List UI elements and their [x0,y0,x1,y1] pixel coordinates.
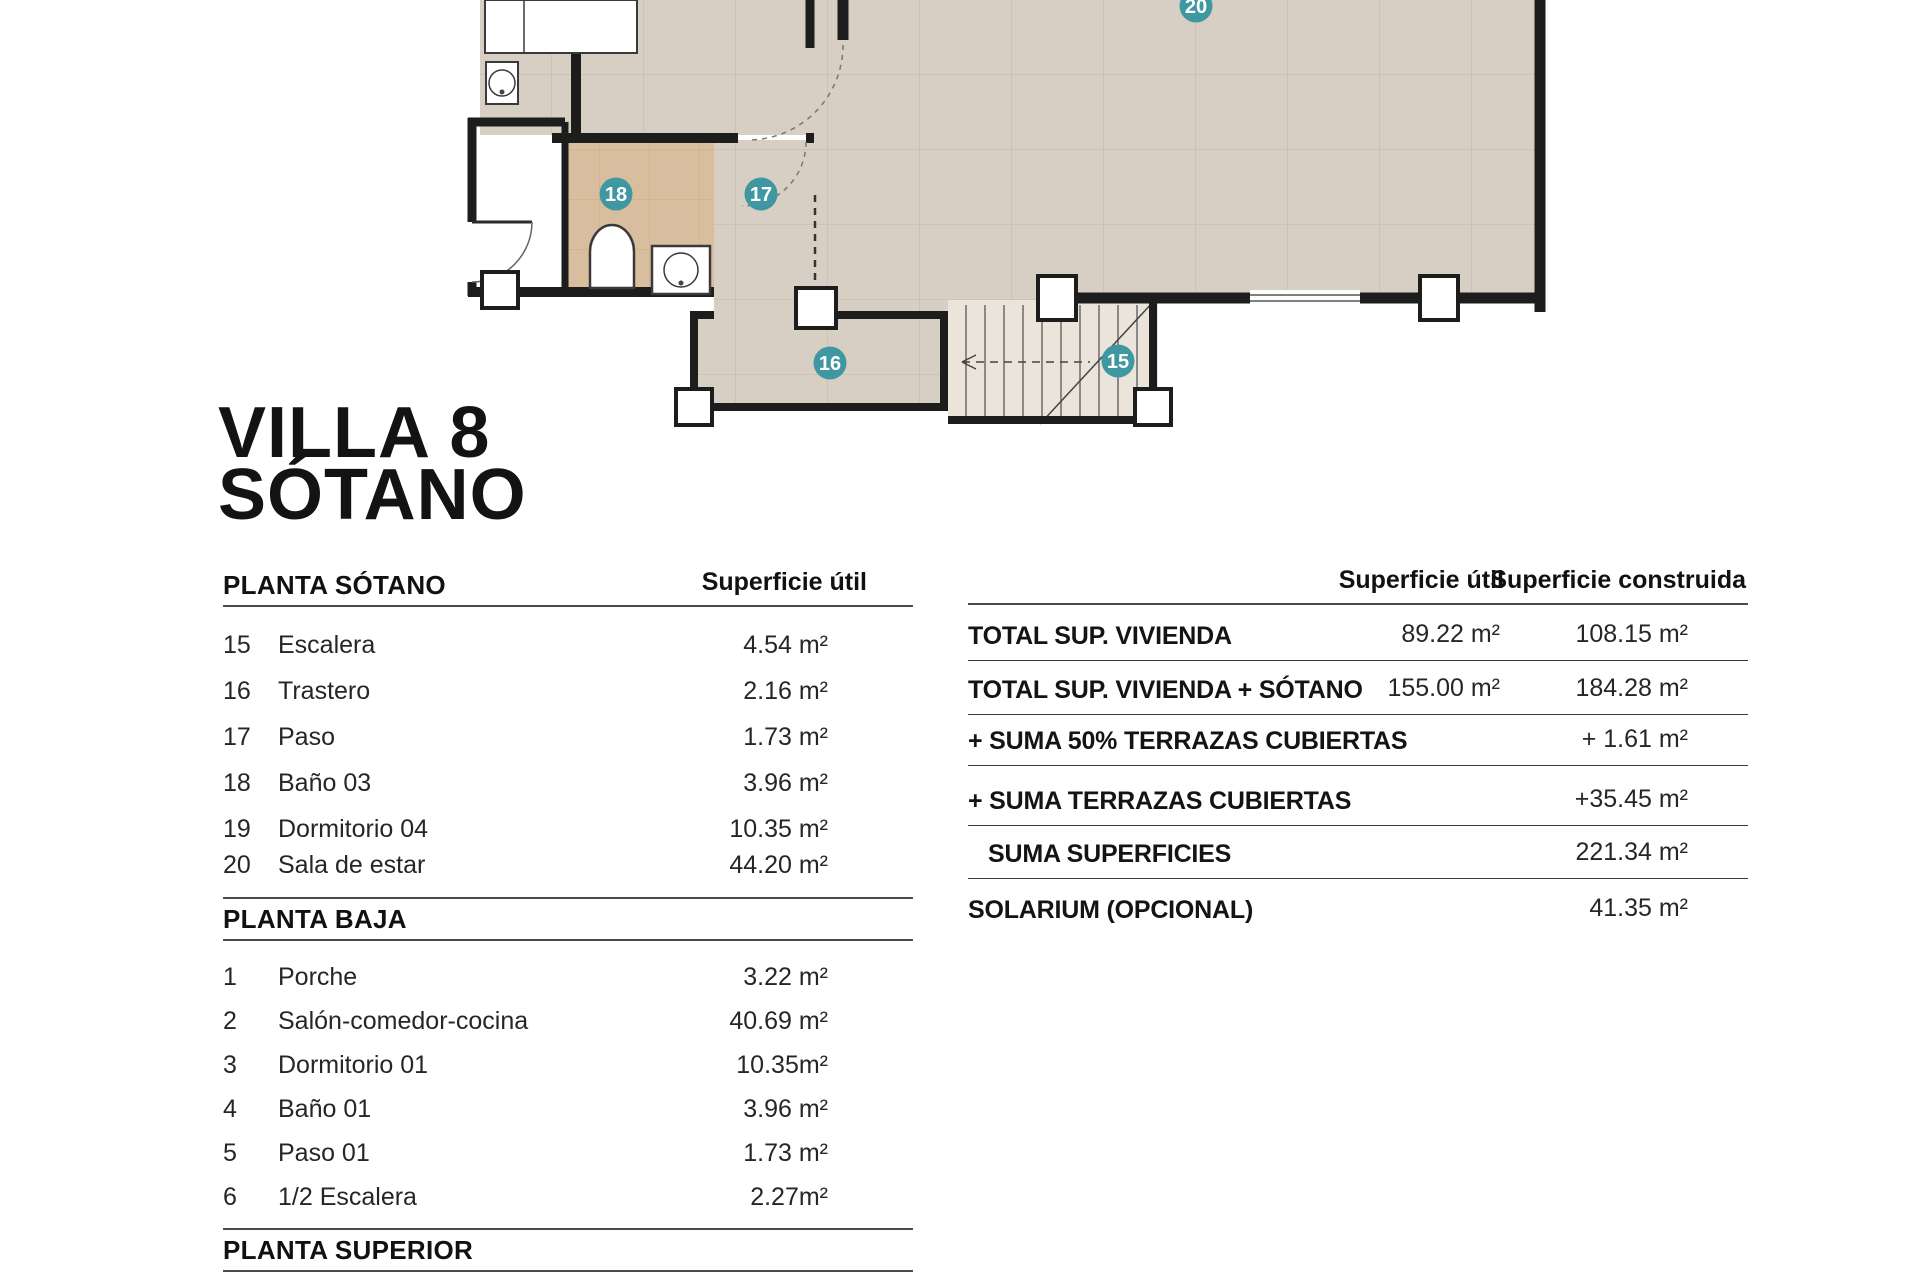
totals-header [968,556,1748,605]
room-marker-15 [1102,345,1135,378]
nightstand [486,62,518,104]
table-row: 19 Dormitorio 04 10.35 m² [223,814,828,843]
svg-text:18: 18 [604,184,628,206]
room-marker-17 [745,178,778,211]
totals-row: SOLARIUM (OPCIONAL) 41.35 m² [968,894,1688,924]
table-row: 15 Escalera 4.54 m² [223,630,828,659]
table-row: 18 Baño 03 3.96 m² [223,768,828,797]
table-row: 1 Porche 3.22 m² [223,962,828,991]
page-title [218,393,527,535]
room-marker-16 [814,347,847,380]
bed [485,0,637,53]
section-heading: PLANTA SUPERIOR [223,1235,474,1265]
totals-row: + SUMA 50% TERRAZAS CUBIERTAS + 1.61 m² [968,715,1748,766]
section-heading: PLANTA BAJA [223,904,407,934]
column-header-superficie-util: Superficie útil [1338,566,1504,594]
svg-text:17: 17 [749,184,773,206]
room-marker-18 [600,178,633,211]
section-heading: PLANTA SÓTANO [223,570,446,600]
svg-text:16: 16 [818,353,842,375]
totals-table [968,556,1748,934]
table-row: 6 1/2 Escalera 2.27m² [223,1182,828,1211]
table-row: 16 Trastero 2.16 m² [223,676,828,705]
table-row: 20 Sala de estar 44.20 m² [223,850,828,879]
window [1250,290,1360,306]
table-row: 5 Paso 01 1.73 m² [223,1138,828,1167]
section-planta-sotano [223,560,913,607]
table-row: 3 Dormitorio 01 10.35m² [223,1050,828,1079]
areas-table-left [223,560,913,1272]
table-row: 2 Salón-comedor-cocina 40.69 m² [223,1006,828,1035]
column-header-superficie-util: Superficie útil [701,568,867,596]
table-row: 17 Paso 1.73 m² [223,722,828,751]
sink [652,246,710,294]
baja-rows [223,941,913,1219]
floor-plan [0,0,1920,436]
column-header-superficie-construida: Superficie construida [1490,566,1746,594]
title-line-2: SÓTANO [218,455,527,535]
totals-row: TOTAL SUP. VIVIENDA 89.22 m² 108.15 m² [968,605,1748,661]
toilet [590,225,634,288]
section-planta-superior [223,1230,913,1272]
sotano-rows [223,607,913,888]
svg-text:20: 20 [1184,0,1208,18]
totals-row: + SUMA TERRAZAS CUBIERTAS +35.45 m² [968,766,1748,826]
totals-row: SUMA SUPERFICIES 221.34 m² [968,826,1748,879]
section-planta-baja [223,899,913,941]
totals-row: TOTAL SUP. VIVIENDA + SÓTANO 155.00 m² 184.28 m² [968,661,1748,715]
title-line-1: VILLA 8 [218,393,491,473]
svg-text:15: 15 [1106,351,1130,373]
living-room-floor [812,0,1540,300]
table-row: 4 Baño 01 3.96 m² [223,1094,828,1123]
